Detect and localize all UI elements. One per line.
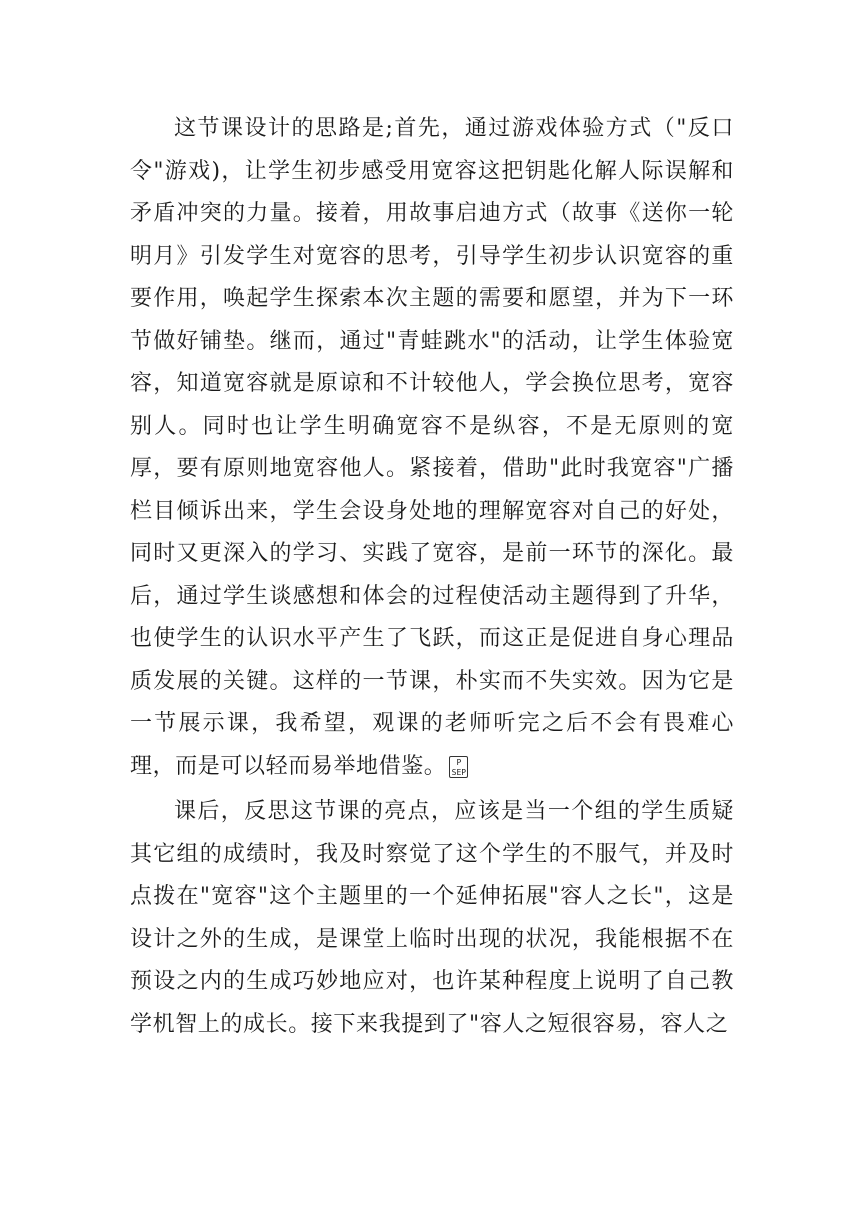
document-body [130, 108, 734, 1046]
paragraph-1-text: 这节课设计的思路是;首先，通过游戏体验方式（"反口令"游戏)，让学生初步感受用宽容这把钥匙化解人际误解和矛盾冲突的力量。接着，用故事启迪方式（故事《送你一轮明月》引发学生对宽容的思考，引导学生初步认识宽容的重要作用，唤起学生探索本次主题的需要和愿望，并为下一环节做好铺垫。继而，通过"青蛙跳水"的活动，让学生体验宽容，知道宽容就是原谅和不计较他人，学会换位思考，宽容别人。同时也让学生明确宽容不是纵容，不是无原则的宽厚，要有原则地宽容他人。紧接着，借助"此时我宽容"广播栏目倾诉出来，学生会设身处地的理解宽容对自己的好处，同时又更深入的学习、实践了宽容，是前一环节的深化。最后，通过学生谈感想和体会的过程使活动主题得到了升华，也使学生的认识水平产生了飞跃，而这正是促进自身心理品质发展的关键。这样的一节课，朴实而不失实效。因为它是一节展示课，我希望，观课的老师听完之后不会有畏难心理，而是可以轻而易举地借鉴。 [130, 116, 734, 779]
paragraph-2 [130, 791, 734, 1046]
paragraph-separator-label: P SEP [451, 757, 467, 777]
paragraph-1 [130, 108, 734, 788]
paragraph-separator-icon [449, 756, 468, 778]
paragraph-2-text: 课后，反思这节课的亮点，应该是当一个组的学生质疑其它组的成绩时，我及时察觉了这个学生的不服气，并及时点拨在"宽容"这个主题里的一个延伸拓展"容人之长"，这是设计之外的生成，是课堂上临时出现的状况，我能根据不在预设之内的生成巧妙地应对，也许某种程度上说明了自己教学机智上的成长。接下来我提到了"容人之短很容易，容人之 [130, 799, 734, 1037]
